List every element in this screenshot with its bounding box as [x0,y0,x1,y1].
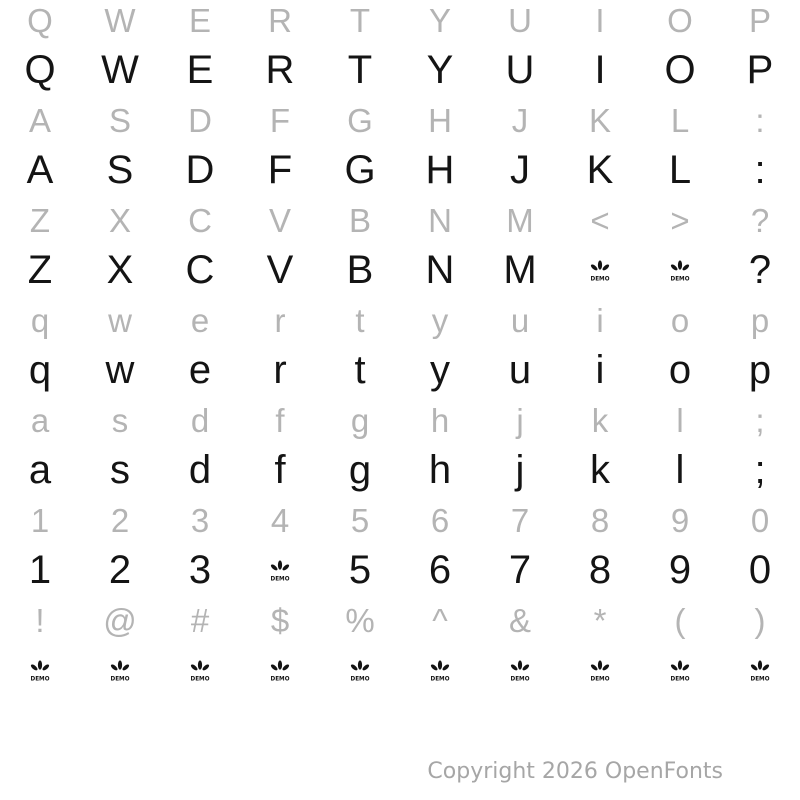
glyph-char: ; [754,448,766,492]
demo-glyph-icon [270,559,290,582]
glyph-char: L [668,148,692,192]
glyph-char: 2 [108,548,132,592]
demo-glyph-cell [590,659,610,682]
reference-char: ; [755,401,765,439]
reference-char: d [190,401,210,439]
reference-char: y [431,301,449,339]
reference-char: t [355,301,365,339]
svg-text:DEMO: DEMO [270,675,290,682]
glyph-char: j [515,448,525,492]
reference-char: D [188,101,212,139]
reference-char: N [428,201,452,239]
demo-glyph-icon [350,659,370,682]
demo-glyph-cell [510,659,530,682]
demo-glyph-cell [270,559,290,582]
reference-char: f [275,401,285,439]
reference-char: @ [103,601,137,639]
demo-glyph-cell [190,659,210,682]
demo-glyph-icon [590,659,610,682]
reference-char: 7 [510,501,530,539]
glyph-char: Z [27,248,53,292]
glyph-char: w [105,348,135,392]
reference-char: ) [754,601,766,639]
glyph-char: R [265,48,295,92]
reference-char: R [268,1,292,39]
demo-glyph-cell [110,659,130,682]
glyph-char: F [267,148,293,192]
svg-text:DEMO: DEMO [350,675,370,682]
glyph-char: k [590,448,610,492]
reference-char: A [28,101,51,139]
glyph-char: 1 [28,548,52,592]
glyph-char: 0 [748,548,772,592]
glyph-char: : [754,148,766,192]
reference-char: H [428,101,452,139]
glyph-char: t [354,348,366,392]
demo-glyph-cell [750,659,770,682]
reference-char: P [748,1,771,39]
glyph-row [0,540,800,600]
demo-glyph-icon [110,659,130,682]
reference-char: h [430,401,450,439]
demo-glyph-icon [30,659,50,682]
glyph-char: Y [426,48,454,92]
glyph-char: I [594,48,606,92]
reference-char: 1 [30,501,50,539]
svg-text:DEMO: DEMO [110,675,130,682]
reference-char: 4 [270,501,290,539]
reference-row [0,500,800,540]
reference-char: G [347,101,373,139]
reference-char: B [348,201,371,239]
reference-char: M [506,201,534,239]
glyph-row [0,340,800,400]
reference-char: E [188,1,211,39]
glyph-row [0,40,800,100]
reference-char: a [30,401,50,439]
glyph-char: O [664,48,696,92]
glyph-char: q [28,348,52,392]
glyph-char: i [595,348,605,392]
glyph-char: P [746,48,774,92]
glyph-char: g [348,448,372,492]
reference-char: L [670,101,690,139]
reference-char: : [755,101,765,139]
reference-char: j [516,401,524,439]
svg-text:DEMO: DEMO [270,575,290,582]
glyph-char: 8 [588,548,612,592]
reference-char: 0 [750,501,770,539]
reference-char: U [508,1,532,39]
reference-char: < [590,201,610,239]
demo-glyph-icon [670,259,690,282]
reference-char: > [670,201,690,239]
reference-char: ( [674,601,686,639]
reference-char: 6 [430,501,450,539]
demo-glyph-icon [190,659,210,682]
svg-text:DEMO: DEMO [190,675,210,682]
glyph-char: 6 [428,548,452,592]
reference-char: 3 [190,501,210,539]
demo-glyph-cell [350,659,370,682]
reference-char: % [345,601,375,639]
reference-char: X [108,201,131,239]
reference-char: ? [750,201,770,239]
demo-glyph-icon [590,259,610,282]
glyph-char: D [185,148,215,192]
reference-char: g [350,401,370,439]
demo-glyph-cell [30,659,50,682]
glyph-char: E [186,48,214,92]
glyph-char: W [101,48,139,92]
glyph-char: T [347,48,373,92]
glyph-char: S [106,148,134,192]
reference-char: r [274,301,286,339]
glyph-char: p [748,348,772,392]
reference-char: T [349,1,371,39]
reference-char: & [508,601,531,639]
demo-glyph-icon [750,659,770,682]
glyph-row [0,240,800,300]
svg-text:DEMO: DEMO [30,675,50,682]
reference-char: $ [270,601,290,639]
reference-char: J [511,101,529,139]
glyph-char: U [505,48,535,92]
reference-char: ! [35,601,45,639]
demo-glyph-cell [270,659,290,682]
reference-char: I [595,1,605,39]
glyph-char: f [274,448,286,492]
glyph-char: J [510,148,530,192]
demo-glyph-cell [590,259,610,282]
glyph-char: e [188,348,212,392]
reference-char: Q [27,1,53,39]
svg-text:DEMO: DEMO [590,275,610,282]
glyph-char: y [430,348,450,392]
svg-text:DEMO: DEMO [590,675,610,682]
glyph-row [0,440,800,500]
reference-row [0,100,800,140]
demo-glyph-cell [670,659,690,682]
reference-char: i [596,301,604,339]
reference-char: l [676,401,684,439]
reference-char: w [108,301,132,339]
reference-char: k [591,401,609,439]
reference-char: V [268,201,291,239]
glyph-char: r [273,348,287,392]
svg-text:DEMO: DEMO [510,675,530,682]
glyph-char: B [346,248,374,292]
glyph-char: 5 [348,548,372,592]
reference-char: * [593,601,607,639]
reference-row [0,300,800,340]
reference-char: # [190,601,210,639]
svg-text:DEMO: DEMO [750,675,770,682]
reference-row [0,0,800,40]
demo-glyph-icon [670,659,690,682]
glyph-char: l [675,448,685,492]
demo-glyph-cell [430,659,450,682]
glyph-char: d [188,448,212,492]
glyph-char: 9 [668,548,692,592]
reference-char: p [750,301,770,339]
reference-char: e [190,301,210,339]
reference-char: 5 [350,501,370,539]
glyph-char: H [425,148,455,192]
demo-glyph-icon [510,659,530,682]
svg-text:DEMO: DEMO [670,275,690,282]
glyph-char: X [106,248,134,292]
glyph-char: h [428,448,452,492]
reference-char: Y [428,1,451,39]
reference-char: S [108,101,131,139]
demo-glyph-icon [430,659,450,682]
glyph-char: s [110,448,130,492]
demo-glyph-icon [270,659,290,682]
glyph-char: Q [24,48,56,92]
reference-char: 2 [110,501,130,539]
glyph-char: V [266,248,294,292]
demo-glyph-cell [670,259,690,282]
glyph-char: u [508,348,532,392]
reference-char: W [104,1,136,39]
glyph-char: 3 [188,548,212,592]
reference-char: s [111,401,129,439]
glyph-char: o [668,348,692,392]
reference-char: O [667,1,693,39]
svg-text:DEMO: DEMO [430,675,450,682]
glyph-char: K [586,148,614,192]
reference-char: o [670,301,690,339]
reference-char: K [588,101,611,139]
glyph-char: G [344,148,376,192]
reference-char: q [30,301,50,339]
reference-row [0,400,800,440]
svg-text:DEMO: DEMO [670,675,690,682]
glyph-row [0,640,800,700]
glyph-char: 7 [508,548,532,592]
glyph-char: C [185,248,215,292]
reference-char: C [188,201,212,239]
reference-char: u [510,301,530,339]
reference-char: ^ [432,601,448,639]
glyph-row [0,140,800,200]
glyph-char: a [28,448,52,492]
reference-char: F [269,101,291,139]
reference-char: Z [29,201,51,239]
reference-char: 9 [670,501,690,539]
copyright-text: Copyright 2026 OpenFonts [427,759,723,784]
glyph-char: ? [748,248,772,292]
glyph-char: M [503,248,537,292]
reference-row [0,600,800,640]
reference-char: 8 [590,501,610,539]
reference-row [0,200,800,240]
glyph-char: A [26,148,54,192]
glyph-char: N [425,248,455,292]
